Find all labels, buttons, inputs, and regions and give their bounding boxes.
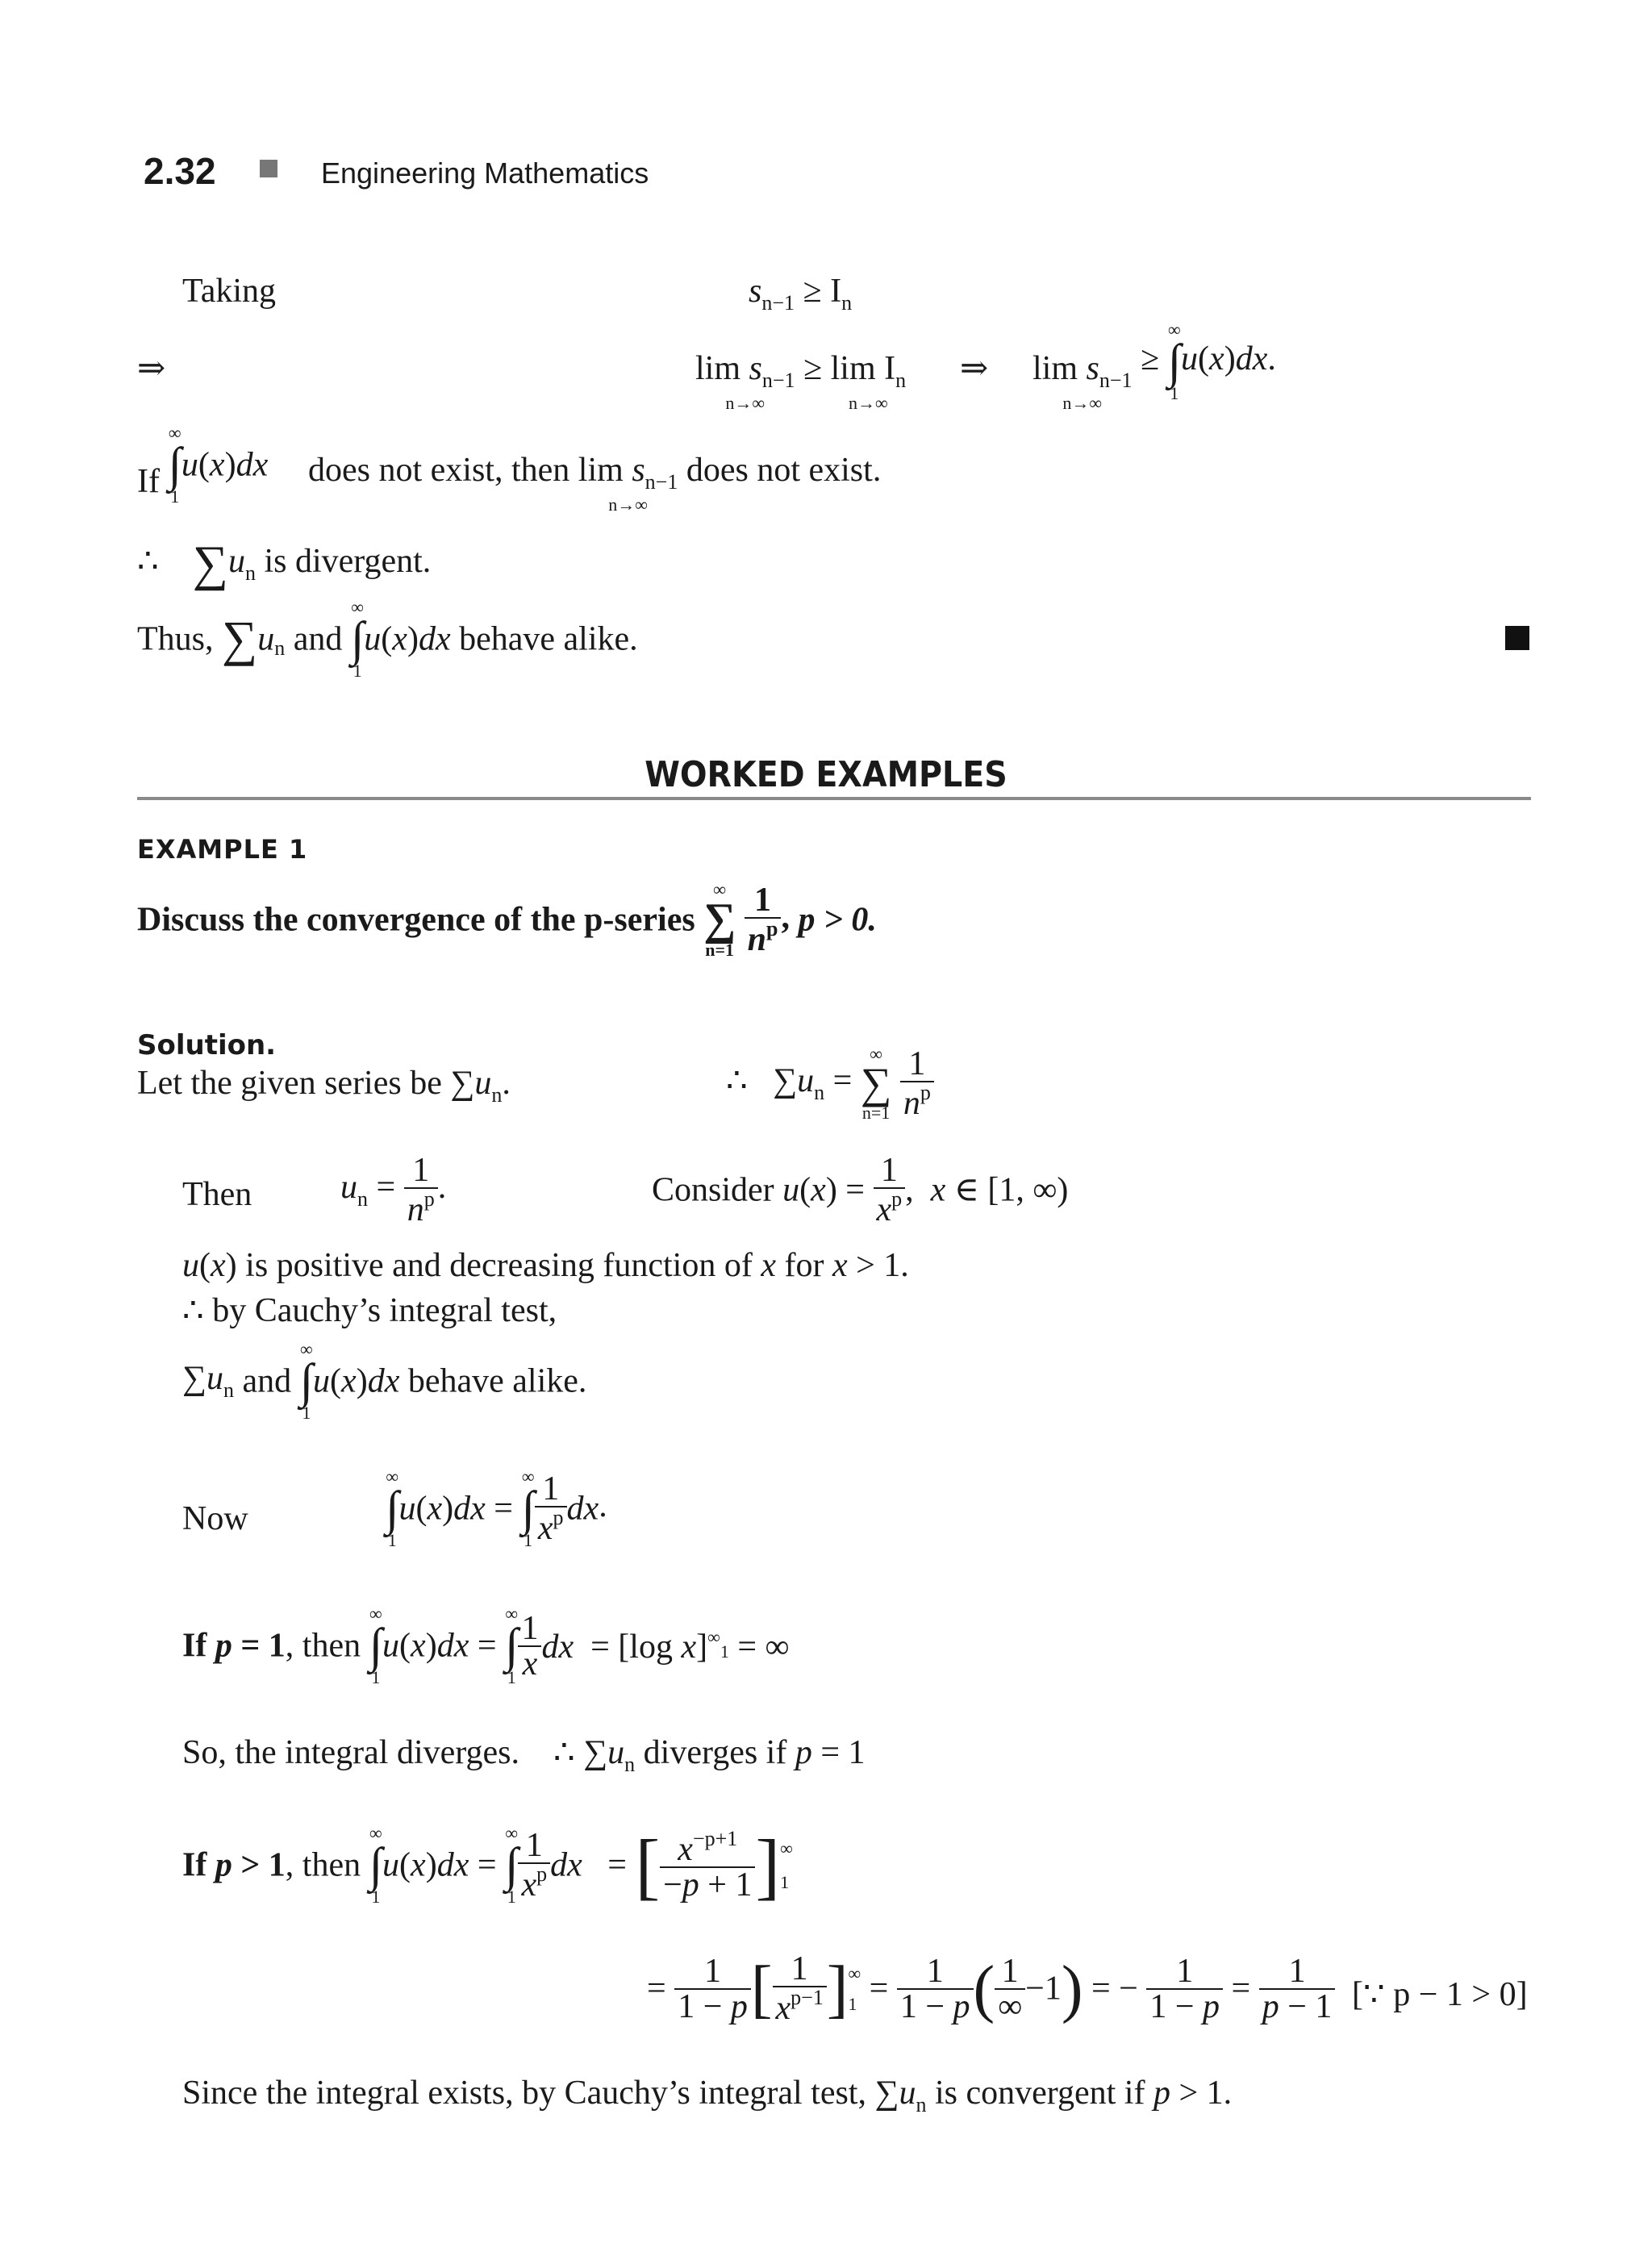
book-title: Engineering Mathematics [321,156,649,190]
line-if-dne: If ∞ ∫ 1 u(x)dx [137,423,269,507]
solution-label: Solution. [137,1029,277,1061]
let-given-text: Let the given series be [137,1065,442,1102]
condition-text: p > 0. [798,901,877,939]
page-number: 2.32 [144,150,216,192]
line-since-exists: Since the integral exists, by Cauchy’s integral test, $\sum u_n$ is convergent if p > 1. [182,2075,1233,2116]
end-of-proof-icon [1505,626,1529,650]
line-let-given: Let the given series be $\sum u_n$. [137,1065,511,1107]
if-word: If [137,462,160,500]
for-word: for [784,1247,824,1284]
by-cauchy-line: ∴ by Cauchy’s integral test, [182,1292,557,1329]
line-behave-alike: $\sum u_n$ and ∞ ∫ 1 u(x)dx behave alike. [182,1339,587,1423]
diverges-if-text: diverges if [643,1734,787,1771]
eq-sum-def: ∴ $\sum u_n$ = ∞ ∑ n=1 $\frac{1}{n^p}$ [726,1045,934,1122]
eq-s-ge-i: $s_{n-1} \ge I_n$ [749,273,853,315]
is-convergent-text: is convergent if [934,2075,1145,2112]
line-divergent: ∴ $\sum u_n$ is divergent. [137,536,432,591]
u-positive-text: is positive and decreasing function of [245,1247,753,1284]
and-word: and [293,620,343,658]
since-exists-text: Since the integral exists, by Cauchy’s integral test, [182,2075,866,2112]
dne-text-b: does not exist. [686,452,882,489]
eq-un: $u_n$ = $\frac{1}{n^p}$ . [340,1152,447,1228]
statement-text: Discuss the convergence of the p-series [137,901,695,939]
consider-word: Consider [652,1171,774,1209]
eq-limit-compare: $\lim s_{n-1}$ n→∞ ≥ $\lim I_n$ n→∞ [695,350,907,413]
dne-text-a: does not exist, then [308,452,570,489]
because-note: [∵ p − 1 > 0] [1352,1976,1528,2013]
eq-limit-integral: $\lim s_{n-1}$ n→∞ ≥ ∞ ∫ 1 u(x)dx. [1032,319,1276,413]
now-word: Now [182,1500,248,1537]
then-word: Then [182,1176,252,1213]
section-divider [137,797,1531,800]
eq-p-greater-1-cont: = $\frac{1}{1 - p}$ [ $\frac{1}{x^{p-1}}$ ] ∞ 1 = $\frac{1}{1 - p}$ ( $\frac{1}{\infty}$ −1) = − $\frac{1}{1 - p}$ = $\frac{1}{p - 1}$ [647,1952,1335,2025]
and-word-2: and [242,1362,292,1400]
eq-consider: Consider u(x) = $\frac{1}{x^p}$ , x ∈ [1, ∞) [652,1152,1069,1228]
then-text-p1: , then [285,1627,361,1665]
example-statement: Discuss the convergence of the p-series ∞ ∑ n=1 $\frac{1}{n^p}$ , p > 0. [137,879,877,961]
header-square-icon [260,160,277,177]
line-thus: Thus, $\sum u_n$ and ∞ ∫ 1 u(x)dx behave alike. [137,597,638,681]
behave-alike-text-2: behave alike. [407,1362,587,1400]
implies-symbol-2: ⇒ [960,350,989,387]
eq-p-greater-1: If p > 1, then ∞ ∫ 1 u(x)dx = ∞ ∫ 1 $\frac{1}{x^p}$ dx = [ $\frac{x^{-p+1}}{-p + 1}$ ] ∞ 1 [182,1823,793,1907]
thus-word: Thus, [137,620,214,658]
example-label: EXAMPLE 1 [137,834,308,865]
line-u-positive: u(x) is positive and decreasing function of x for x > 1. [182,1247,909,1284]
line-so-diverges: So, the integral diverges. ∴ $\sum u_n$ diverges if p = 1 [182,1734,866,1776]
taking-label: Taking [182,273,277,310]
is-divergent-text: is divergent. [264,543,432,580]
so-diverges-text: So, the integral diverges. [182,1734,519,1771]
eq-p-equal-1: If p = 1, then ∞ ∫ 1 u(x)dx = ∞ ∫ 1 $\frac{1}{x}$ dx = [log x]∞1 = ∞ [182,1603,790,1687]
eq-now-integral: ∞ ∫ 1 u(x)dx = ∞ ∫ 1 $\frac{1}{x^p}$ dx. [386,1466,607,1550]
line-if-dne-text: does not exist, then $\lim s_{n-1}$ n→∞ does not exist. [308,452,882,515]
implies-symbol: ⇒ [137,350,166,387]
therefore-symbol: ∴ [137,543,159,580]
section-heading: WORKED EXAMPLES [645,754,1007,795]
behave-alike-text: behave alike. [459,620,638,658]
